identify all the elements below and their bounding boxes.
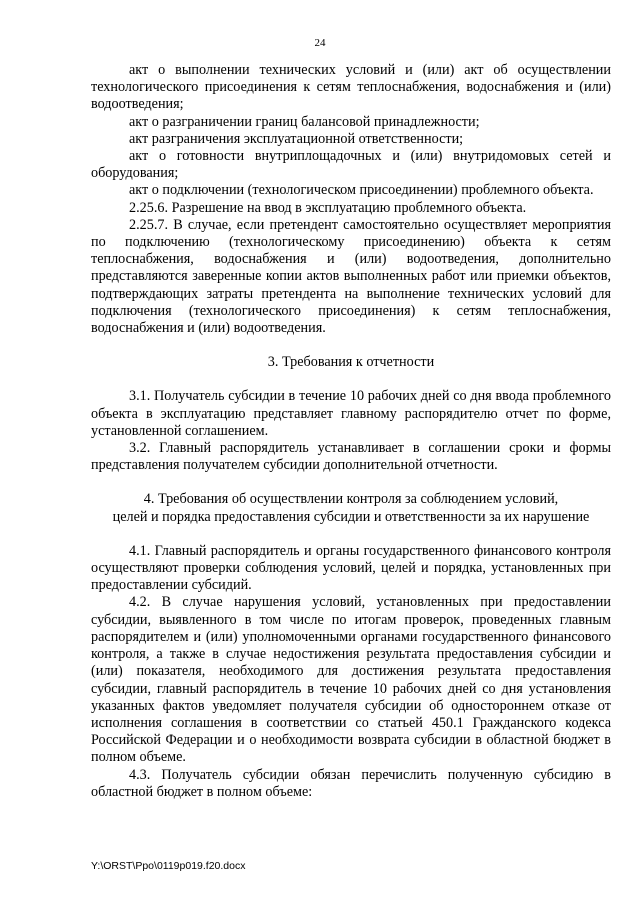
- paragraph: 4.3. Получатель субсидии обязан перечислить полученную субсидию в областной бюджет в полном объеме:: [91, 766, 611, 800]
- section-3-heading: 3. Требования к отчетности: [267, 354, 435, 371]
- file-path-footer: Y:\ORST\Ppo\0119p019.f20.docx: [91, 860, 246, 872]
- paragraph: 3.1. Получатель субсидии в течение 10 рабочих дней со дня ввода проблемного объекта в эксплуатацию представляет главному распорядителю отчет по форме, установленной соглашением.: [91, 388, 611, 439]
- paragraph: акт о выполнении технических условий и (или) акт об осуществлении технологического присоединения к сетям теплоснабжения, водоснабжения и (или) водоотведения;: [91, 62, 611, 113]
- section-4-heading-line-1: 4. Требования об осуществлении контроля за соблюдением условий,: [143, 491, 559, 508]
- paragraph: 4.1. Главный распорядитель и органы государственного финансового контроля осуществляют проверки соблюдения условий, целей и порядка, установленных при предоставлении субсидий.: [91, 542, 611, 594]
- paragraph: 2.25.6. Разрешение на ввод в эксплуатацию проблемного объекта.: [129, 199, 527, 216]
- page-number: 24: [314, 37, 326, 49]
- paragraph: акт о готовности внутриплощадочных и (или) внутридомовых сетей и оборудования;: [91, 148, 611, 182]
- paragraph: 2.25.7. В случае, если претендент самостоятельно осуществляет мероприятия по подключению (технологическому присоединению) объекта к сетям теплоснабжения, водоснабжения и (или) водоотведения, дополнительно представляются заверенные копии актов выполненных работ или приемки объектов, подтверждающих затраты претендента на выполнение технических условий для подключения (технологического присоединения) к сетям теплоснабжения, водоснабжения и (или) водоотведения.: [91, 216, 611, 337]
- paragraph: 4.2. В случае нарушения условий, установленных при предоставлении субсидии, выявленного в том числе по итогам проверок, проведенных главным распорядителем и (или) уполномоченными органами государственного финансового контроля, а также в случае недостижения результата предоставления субсидии и (или) показателя, необходимого для достижения результата предоставления субсидии, главный распорядитель в течение 10 рабочих дней со дня установления указанных фактов уведомляет получателя субсидии об одностороннем отказе от исполнения соглашения в соответствии со статьей 450.1 Гражданского кодекса Российской Федерации и о необходимости возврата субсидии в областной бюджет в полном объеме.: [91, 594, 611, 766]
- paragraph: акт о подключении (технологическом присоединении) проблемного объекта.: [129, 182, 594, 199]
- paragraph: акт о разграничении границ балансовой принадлежности;: [129, 113, 480, 130]
- paragraph: 3.2. Главный распорядитель устанавливает в соглашении сроки и формы представления получателем субсидии дополнительной отчетности.: [91, 440, 611, 474]
- document-body: [91, 62, 611, 801]
- section-4-heading-line-2: целей и порядка предоставления субсидии и ответственности за их нарушение: [112, 508, 590, 525]
- paragraph: акт разграничения эксплуатационной ответственности;: [129, 130, 464, 147]
